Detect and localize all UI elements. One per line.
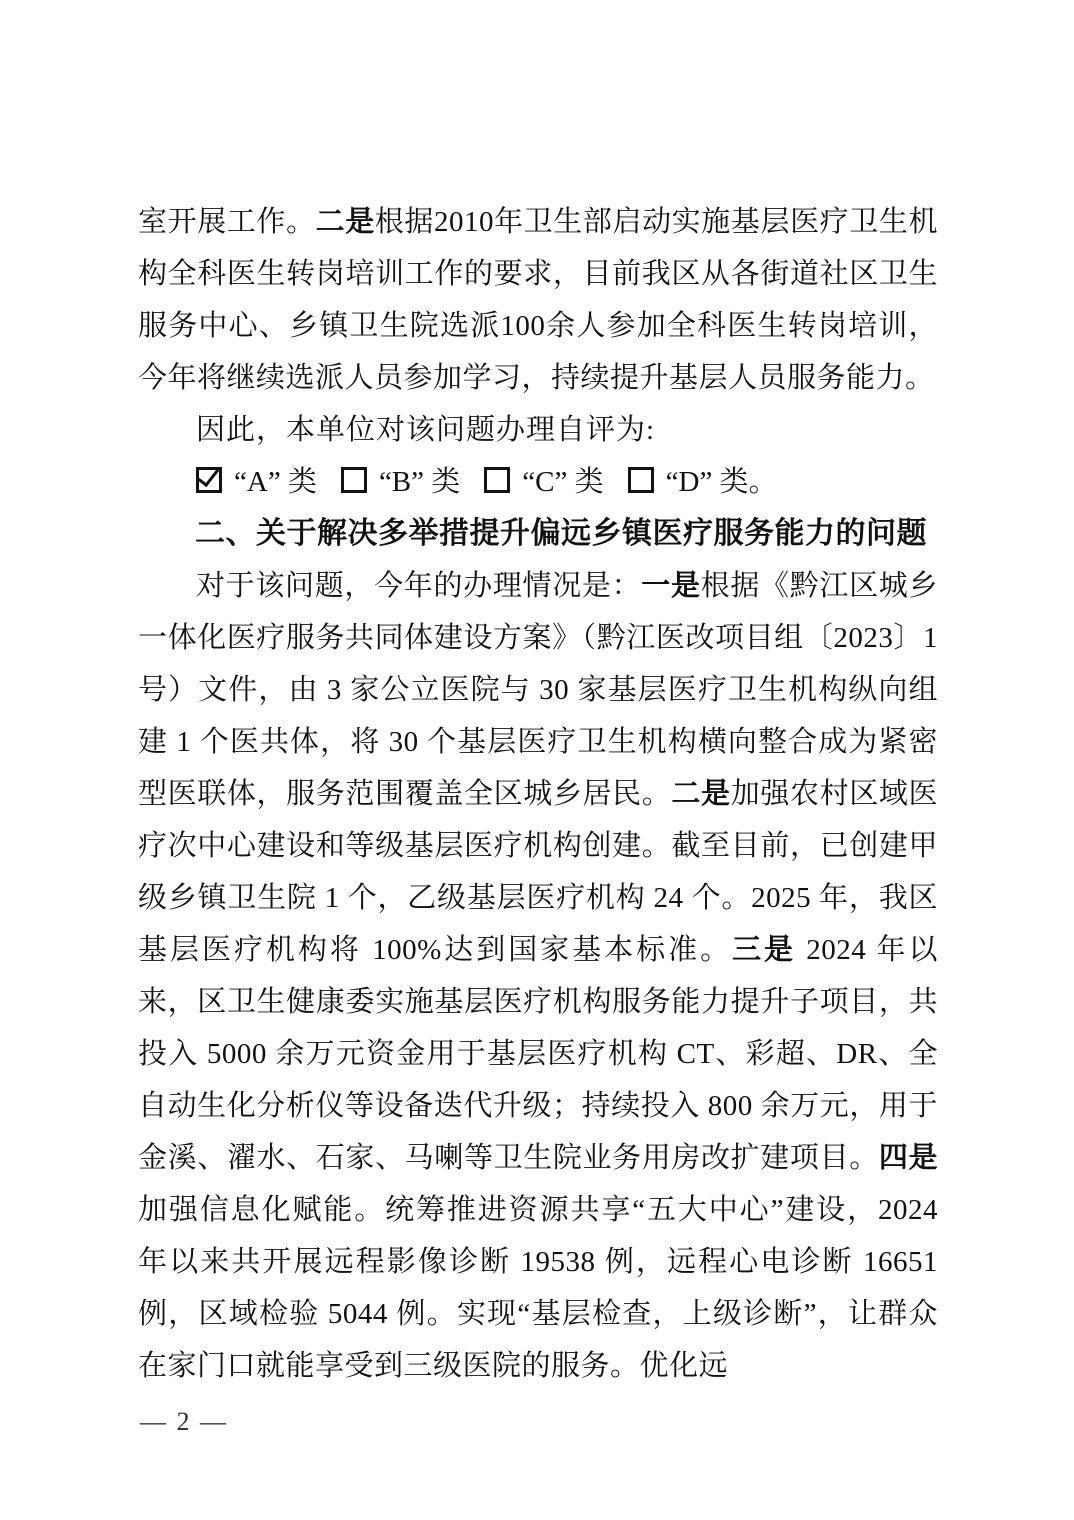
rating-option-label: “C” 类 — [522, 466, 604, 498]
rating-option — [484, 466, 603, 498]
text-run: 室开展工作。 — [138, 206, 316, 238]
text-run: 根据2010年卫生部启动实施基层医疗卫生机构全科医生转岗培训工作的要求，目前我区从各街道社区卫生服务中心、乡镇卫生院选派100余人参加全科医生转岗培训，今年将继续选派人员参加学习，持续提升基层人员服务能力。 — [138, 206, 938, 394]
rating-option — [628, 466, 778, 498]
paragraph-continuation — [138, 196, 938, 404]
page-number: — 2 — — [140, 1407, 228, 1436]
rating-option-label: “A” 类 — [234, 466, 317, 498]
emphasis-run: 一是 — [641, 570, 701, 602]
emphasis-run: 二是 — [315, 206, 375, 238]
emphasis-run: 三是 — [732, 934, 797, 966]
text-run: 2024 年以来，区卫生健康委实施基层医疗机构服务能力提升子项目，共投入 5000 余万元资金用于基层医疗机构 CT、彩超、DR、全自动生化分析仪等设备迭代升级；持续投入 800 余万元，用于金溪、濯水、石家、马喇等卫生院业务用房改扩建项目。 — [138, 934, 938, 1174]
text-run: 加强农村区域医疗次中心建设和等级基层医疗机构创建。截至目前，已创建甲级乡镇卫生院 1 个，乙级基层医疗机构 24 个。2025 年，我区基层医疗机构将 100%达到国家基本标准。 — [138, 778, 938, 966]
rating-option-label: “D” 类。 — [665, 466, 778, 498]
document-page — [138, 196, 938, 1392]
text-run: 根据《黔江区城乡一体化医疗服务共同体建设方案》（黔江医改项目组〔2023〕1 号）文件，由 3 家公立医院与 30 家基层医疗卫生机构纵向组建 1 个医共体，将 30 个基层医疗卫生机构横向整合成为紧密型医联体，服务范围覆盖全区城乡居民。 — [138, 570, 938, 810]
emphasis-run: 二是 — [671, 778, 731, 810]
emphasis-run: 四是 — [878, 1142, 938, 1174]
checkbox-unchecked-icon[interactable] — [484, 467, 510, 493]
rating-option — [196, 466, 317, 498]
rating-option-label: “B” 类 — [378, 466, 461, 498]
rating-options-line — [138, 456, 938, 508]
self-rating-leadin: 因此，本单位对该问题办理自评为: — [196, 414, 656, 446]
checkbox-checked-icon[interactable] — [196, 467, 222, 493]
section-heading: 二、关于解决多举措提升偏远乡镇医疗服务能力的问题 — [195, 517, 927, 550]
section-body-paragraph — [138, 560, 938, 1392]
rating-option — [341, 466, 460, 498]
checkbox-unchecked-icon[interactable] — [628, 467, 654, 493]
checkbox-unchecked-icon[interactable] — [341, 467, 367, 493]
text-run: 加强信息化赋能。统筹推进资源共享“五大中心”建设，2024 年以来共开展远程影像诊断 19538 例，远程心电诊断 16651 例，区域检验 5044 例。实现“基层检查，上级诊断”，让群众在家门口就能享受到三级医院的服务。优化远 — [138, 1194, 938, 1382]
text-run: 对于该问题，今年的办理情况是： — [196, 570, 642, 602]
